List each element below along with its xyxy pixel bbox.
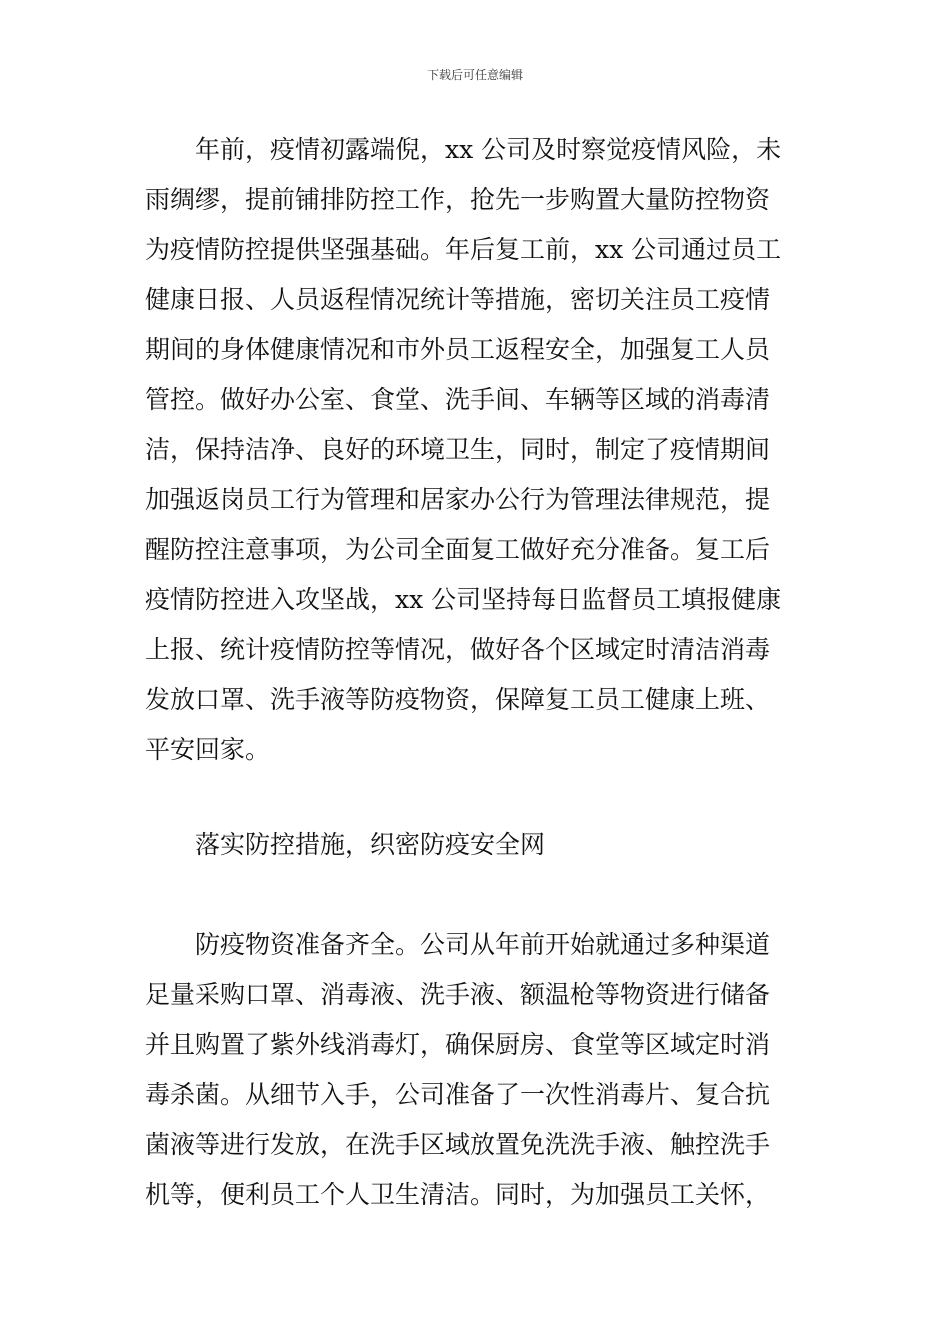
header-note: 下载后可任意编辑 (426, 68, 523, 82)
paragraph-2-line: 菌液等进行发放，在洗手区域放置免洗洗手液、触控洗手 (145, 1130, 771, 1159)
paragraph-1-line: 加强返岗员工行为管理和居家办公行为管理法律规范，提 (145, 485, 771, 514)
paragraph-1-line: 管控。做好办公室、食堂、洗手间、车辆等区域的消毒清 (145, 385, 771, 414)
paragraph-2-line: 机等，便利员工个人卫生清洁。同时，为加强员工关怀， (145, 1180, 771, 1209)
paragraph-1-line: 为疫情防控提供坚强基础。年后复工前，xx 公司通过员工 (145, 235, 782, 264)
paragraph-1-line: 醒防控注意事项，为公司全面复工做好充分准备。复工后 (145, 535, 771, 564)
section-heading: 落实防控措施，织密防疫安全网 (145, 830, 546, 859)
paragraph-1-line: 健康日报、人员返程情况统计等措施，密切关注员工疫情 (145, 285, 771, 314)
paragraph-1-line: 洁，保持洁净、良好的环境卫生，同时，制定了疫情期间 (145, 435, 771, 464)
paragraph-2-line: 防疫物资准备齐全。公司从年前开始就通过多种渠道 (145, 930, 771, 959)
paragraph-1-line: 期间的身体健康情况和市外员工返程安全，加强复工人员 (145, 335, 771, 364)
paragraph-2-line: 毒杀菌。从细节入手，公司准备了一次性消毒片、复合抗 (145, 1080, 771, 1109)
paragraph-1-line: 发放口罩、洗手液等防疫物资，保障复工员工健康上班、 (145, 685, 771, 714)
paragraph-1-line: 上报、统计疫情防控等情况，做好各个区域定时清洁消毒 (145, 635, 771, 664)
paragraph-1-line: 雨绸缪，提前铺排防控工作，抢先一步购置大量防控物资 (145, 185, 771, 214)
paragraph-2-line: 足量采购口罩、消毒液、洗手液、额温枪等物资进行储备 (145, 980, 771, 1009)
paragraph-1-line: 年前，疫情初露端倪，xx 公司及时察觉疫情风险，未 (145, 135, 782, 164)
paragraph-2-line: 并且购置了紫外线消毒灯，确保厨房、食堂等区域定时消 (145, 1030, 771, 1059)
paragraph-1-line: 平安回家。 (145, 735, 271, 764)
paragraph-1-line: 疫情防控进入攻坚战，xx 公司坚持每日监督员工填报健康 (145, 585, 782, 614)
